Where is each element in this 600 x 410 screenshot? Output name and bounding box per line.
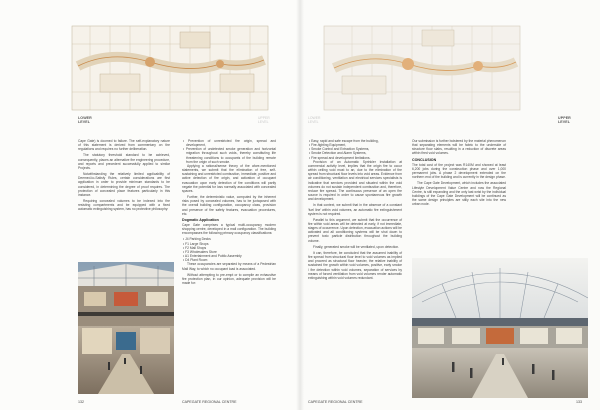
bullet-item: • Smoke Detection and Alarm Systems, (309, 151, 367, 156)
bullet-item: • Smoke Control and Extraction Systems, (309, 147, 370, 152)
classification-item: • F2 Mall Shops (183, 245, 207, 250)
left-footer-title: CAPEGATE REGIONAL CENTRE (182, 400, 237, 404)
page-gutter (296, 0, 304, 410)
upper-level-label: UPPER LEVEL (558, 116, 571, 125)
bullet-item: • Prevention of unrestricted fire origin, spread and development, (183, 139, 277, 148)
classification-item: • D4 Plant Room (183, 258, 208, 263)
upper-level-ghost-label: UPPER LEVEL (258, 116, 270, 124)
page-number: 132 (78, 400, 84, 404)
upper-level-floor-plan (322, 22, 522, 114)
classification-item: • F1 Large Shops (183, 241, 209, 246)
bullet-item: • Fire-fighting Equipment, (309, 143, 347, 148)
bullet-item: • Prevention of undetected smoke generation and horizontal migration throughout such voids, thereby constituting life threatening conditions to occupants of the building remote from the origin of such smoke. (183, 147, 276, 164)
mall-interior-photo (78, 262, 174, 394)
classification-item: • F3 Wholesalers Store (183, 249, 217, 254)
lower-level-ghost-label: LOWER LEVEL (308, 116, 321, 124)
lower-level-floor-plan (70, 22, 270, 114)
right-page-column-1: • Easy, rapid and safe escape from the building, • Fire-fighting Equipment, • Smoke Control and Extraction Systems, • Smoke Detection and Alarm Systems, • Fire spread and development limitations. Provision of an Automatic Sprinkler Installation at commercial activity level, implies that the origin fire to occur within ceiling void must to an, due to the elimination of the spread from structural floor levels into void areas. Evidence from air conditioning, ventilation and electrical services specialists is indicative that services provided and situated within the void volumes do not sustain independent combustion and, therefore, reduce fire spread. The continuous presence of an open fire source is required in order to cause spontaneous fire growth and development. In that context, we submit that in the absence of a constant 'fuel line' within void volumes, an automatic fire extinguishment system is not required. Parallel to this argument, we submit that the occurrence of fire within void areas will be detected at early, if not immediate, stages of occurrence. Upon detection, evacuation actions will be activated and all conditioning systems will be shut down to prevent toxic particle distribution throughout the building volume. Finally, generated smoke will be ventilated, upon detection. It can, therefore, be concluded that the assumed inability of fire spread from structural floor level to void volumes as implied and proceed as structural floor heavier, the relative inability of sustained fire growth within void volumes, positive, early smoke / fire detection within void volumes, separation of services by means of forced ventilation from void volumes render automatic extinguishing within void volumes redundant. (308, 139, 403, 280)
mall-atrium-photo (412, 258, 588, 398)
classification-item: • A1 Entertainment and Public Assembly (183, 254, 242, 259)
classification-item: • J4 Parking Decks (183, 237, 211, 242)
conclusion-heading: CONCLUSION (412, 157, 437, 162)
right-footer-title: CAPEGATE REGIONAL CENTRE (308, 400, 363, 404)
section-heading: Dogmatic Application (182, 217, 219, 222)
left-footer (78, 400, 84, 404)
left-page-column-2: • Prevention of unrestricted fire origin, spread and development, • Prevention of undetected smoke generation and horizontal migration throughout such voids, thereby constituting life threatening conditions to occupants of the building remote from the origin of such smoke. Applying a rational/sense theory of the afore-mentioned statements, we submit that the elimination of free, self-sustaining and unrestricted combustion, immediate, positive and active detection of fire origin, and activation of occupant evacuation upon early detection of fire conditions will partly negate the potential for loss normally associated with concealed spaces. Further, the deterministic value, computed by the inherent risks posed by concealed volumes, has to be juxtaposed with the overall building configuration, occupancy class, provision and presence of fire safety features, evacuation procedures, etc. Dogmatic Application Cape Gate comprises a typical multi-occupancy modern shopping centre, developed in a mall configuration. The building encompasses the following primary occupancy classifications: • J4 Parking Decks • F1 Large Shops • F2 Mall Shops • F3 Wholesalers Store • A1 Entertainment and Public Assembly • D4 Plant Room These occupancies are separated by means of a Pedestrian Mall Way, to which no occupant load is associated. Without attempting to pre-empt or to compile an exhaustive fire protection plan, in our opinion, adequate provision will be made for: (182, 139, 277, 285)
right-page-column-2: Our submission is further bolstered by the material phenomenon that separating elements will be fabric to the underside of structure floor slabs, resulting in a reduction of discrete areas within fired void volumes. CONCLUSION The total cost of the project was R140M and showed at least 6,200 jobs during the construction phase and over 1,000 permanent jobs. A phase 2 development extended on the northern end of the building and is currently in the design phase. The Cape Gate Development, which includes the associated Lifestyle Development Value Centre and now the Regional Centre, is still expanding and the only last wrist by the individual buildings of the Cape Gate Development will be continued as the same design principles are stilly each site into the new urban node. (412, 139, 506, 207)
right-footer (576, 400, 582, 404)
left-page-column-1: Cape Gate) is doomed to failure. The self-explanatory nature of this statement is derived from commentary on the regulations and requires no further deliberation. The statutory threshold standard to be achieved, consequently, places an alternative fire engineering procedure, and reports and precedent successfully applied to similar Projects. Notwithstanding the relatively limited applicability of Deemed-to-Satisfy Rules, certain considerations are first application in order to provide minimum standards to be considered, in determining the degree of proof requires. The protection of concealed place features particularly in this instance. Requiring concealed volumes to be indexed into fire resisting compartments and be equipped with a fixed automatic extinguishing system, has no protective philosophy: (78, 139, 170, 212)
lower-level-label: LOWER LEVEL (78, 116, 92, 125)
page-number: 133 (576, 400, 582, 404)
right-page (300, 0, 600, 410)
bullet-item: • Fire spread and development limitations. (309, 155, 371, 160)
bullet-item: • Easy, rapid and safe escape from the building, (309, 139, 379, 143)
